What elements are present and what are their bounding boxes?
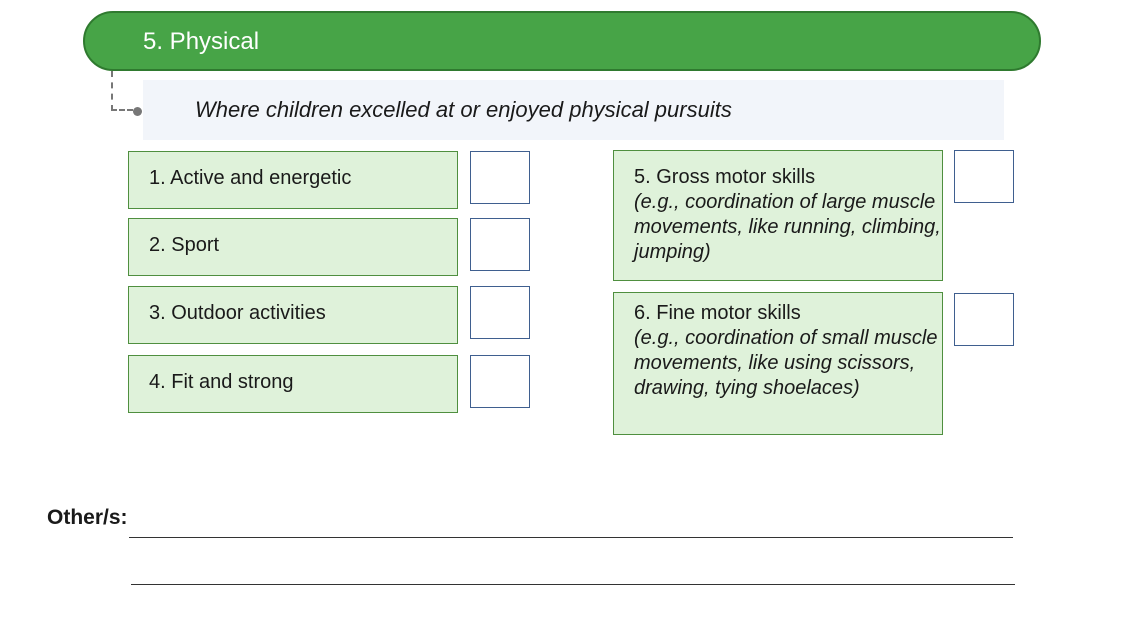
- checkbox-active-energetic[interactable]: [470, 151, 530, 204]
- item-label: 4. Fit and strong: [149, 371, 294, 393]
- item-fine-motor-skills: [613, 292, 943, 435]
- item-active-energetic: [128, 151, 458, 209]
- section-description-box: [143, 80, 1004, 140]
- checkbox-fit-strong[interactable]: [470, 355, 530, 408]
- item-label: 3. Outdoor activities: [149, 302, 326, 324]
- checkbox-gross-motor-skills[interactable]: [954, 150, 1014, 203]
- item-outdoor-activities: [128, 286, 458, 344]
- connector-dot: [133, 107, 142, 116]
- section-header: [83, 11, 1041, 71]
- checkbox-sport[interactable]: [470, 218, 530, 271]
- item-label: 6. Fine motor skills: [634, 302, 801, 324]
- other-line-1[interactable]: [129, 537, 1013, 538]
- section-description: Where children excelled at or enjoyed physical pursuits: [195, 97, 732, 122]
- item-fit-strong: [128, 355, 458, 413]
- checkbox-fine-motor-skills[interactable]: [954, 293, 1014, 346]
- other-line-2[interactable]: [131, 584, 1015, 585]
- dashed-connector: [111, 71, 133, 111]
- item-label: 5. Gross motor skills: [634, 166, 816, 188]
- checkbox-outdoor-activities[interactable]: [470, 286, 530, 339]
- other-label: Other/s:: [47, 506, 128, 529]
- item-note: (e.g., coordination of large muscle movements, like running, climbing, jumping): [634, 191, 941, 263]
- item-label: 1. Active and energetic: [149, 167, 352, 189]
- item-label: 2. Sport: [149, 234, 220, 256]
- item-gross-motor-skills: [613, 150, 943, 281]
- section-title: 5. Physical: [143, 28, 260, 55]
- item-note: (e.g., coordination of small muscle movements, like using scissors, drawing, tying shoelaces): [634, 327, 938, 399]
- item-sport: [128, 218, 458, 276]
